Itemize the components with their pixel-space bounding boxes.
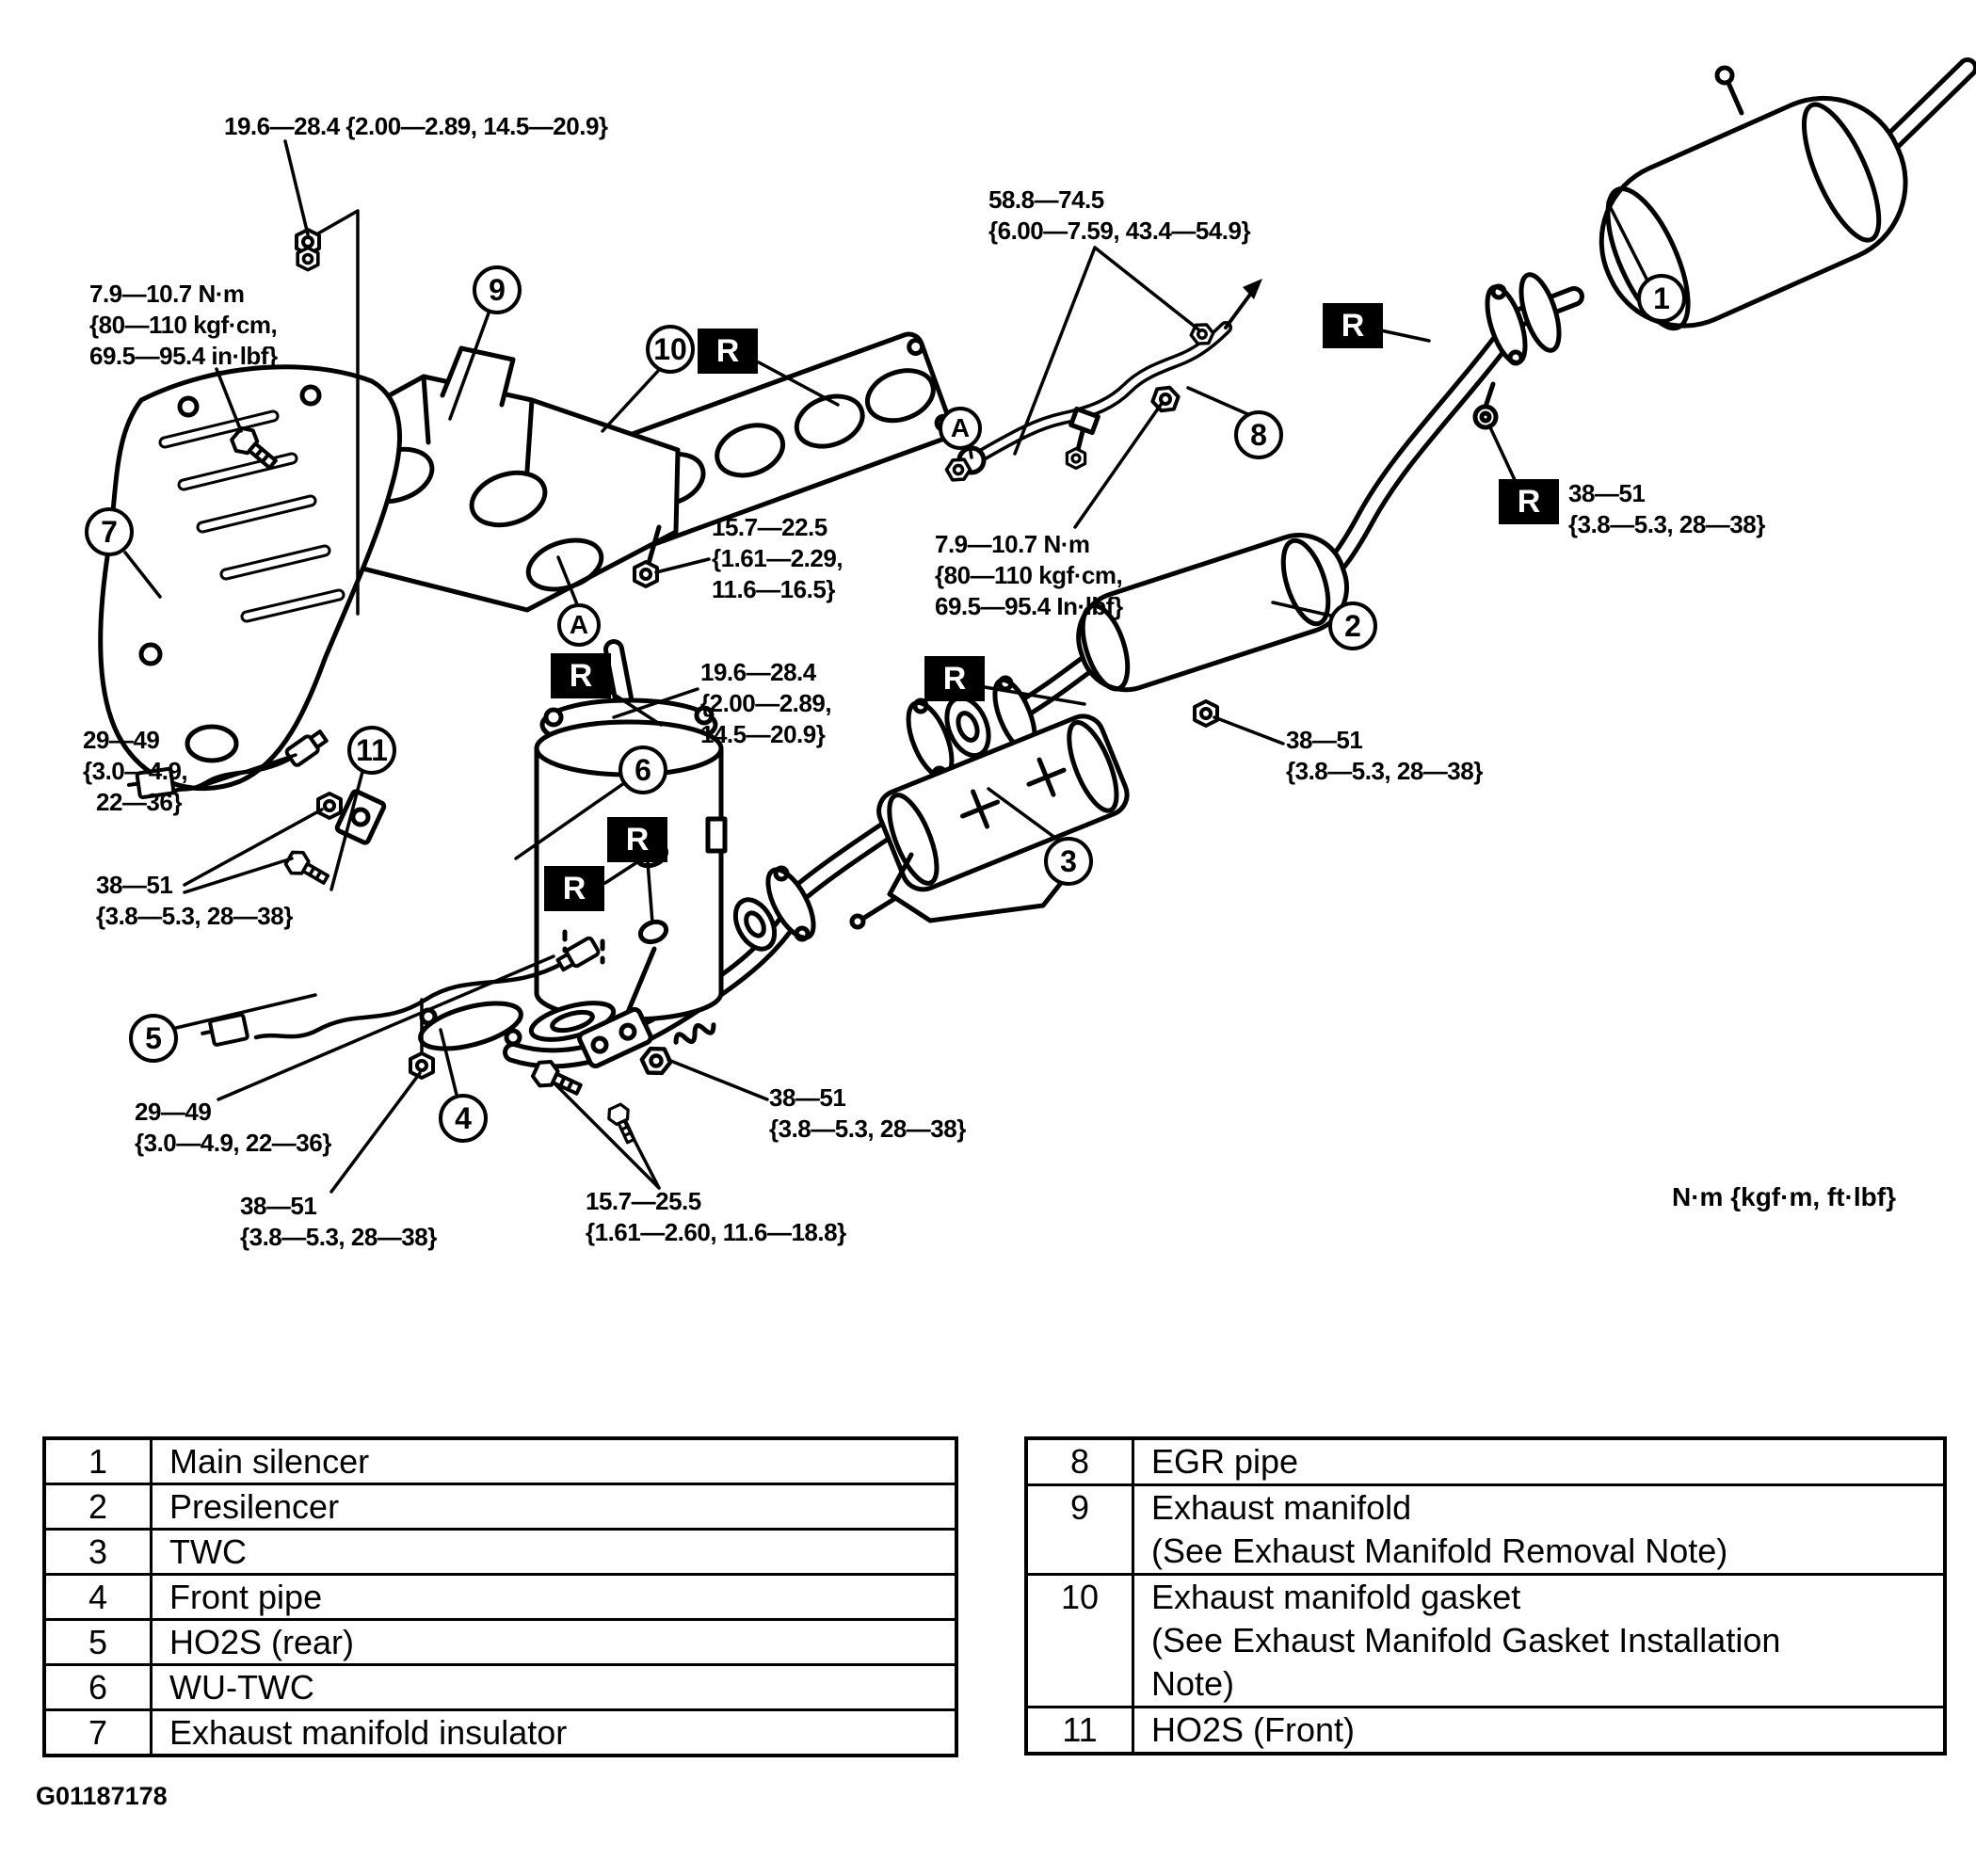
flow-arrow-icon xyxy=(1243,279,1262,299)
callout-6: 6 xyxy=(619,746,667,794)
main-silencer xyxy=(1475,68,1931,427)
callout-1: 1 xyxy=(1637,274,1686,323)
parts-table-left xyxy=(42,1436,958,1757)
callout-2: 2 xyxy=(1328,601,1377,650)
torque-label: 38—51 {3.8—5.3, 28—38} xyxy=(1286,726,1483,785)
torque-label: 38—51 {3.8—5.3, 28—38} xyxy=(769,1083,966,1143)
table-row: 6 WU-TWC xyxy=(46,1663,955,1708)
callout-9: 9 xyxy=(473,265,522,314)
table-row: 8 EGR pipe xyxy=(1028,1440,1943,1483)
table-row: 10 Exhaust manifold gasket (See Exhaust Manifold Gasket Installation Note) xyxy=(1028,1573,1943,1706)
replace-marker: R xyxy=(607,817,667,862)
figure-id: G01187178 xyxy=(36,1782,168,1810)
torque-label: 15.7—25.5 {1.61—2.60, 11.6—18.8} xyxy=(586,1187,846,1246)
torque-label: 19.6—28.4 {2.00—2.89, 14.5—20.9} xyxy=(700,658,832,748)
replace-marker: R xyxy=(544,866,604,911)
torque-label: 7.9—10.7 N·m {80—110 kgf·cm, 69.5—95.4 in·lbf} xyxy=(89,280,278,370)
table-row: 11 HO2S (Front) xyxy=(1028,1706,1943,1752)
torque-label: 7.9—10.7 N·m {80—110 kgf·cm, 69.5—95.4 In·lbf} xyxy=(935,530,1123,620)
ref-letter-a: A xyxy=(557,603,601,647)
callout-10: 10 xyxy=(646,325,695,374)
replace-marker: R xyxy=(1323,303,1383,348)
table-row: 4 Front pipe xyxy=(46,1573,955,1618)
callout-11: 11 xyxy=(347,726,396,775)
table-note: (See Exhaust Manifold Removal Note) xyxy=(1151,1531,1728,1570)
replace-marker: R xyxy=(924,656,985,701)
torque-label: 19.6—28.4 {2.00—2.89, 14.5—20.9} xyxy=(224,112,608,140)
callout-7: 7 xyxy=(85,507,134,556)
table-row: 7 Exhaust manifold insulator xyxy=(46,1708,955,1754)
table-row: 2 Presilencer xyxy=(46,1483,955,1528)
parts-table-right xyxy=(1024,1436,1947,1756)
callout-4: 4 xyxy=(439,1094,488,1143)
table-row: 3 TWC xyxy=(46,1528,955,1573)
replace-marker: R xyxy=(698,329,758,374)
replace-marker: R xyxy=(1499,479,1559,524)
torque-label: 38—51 {3.8—5.3, 28—38} xyxy=(1568,479,1765,538)
leader-lines xyxy=(125,141,1649,1192)
table-note: (See Exhaust Manifold Gasket Installation xyxy=(1151,1621,1781,1660)
callout-3: 3 xyxy=(1044,837,1093,886)
torque-label: 29—49 {3.0—4.9, 22—36} xyxy=(83,726,188,816)
table-row: 1 Main silencer xyxy=(46,1440,955,1483)
torque-label: 15.7—22.5 {1.61—2.29, 11.6—16.5} xyxy=(712,513,843,603)
callout-5: 5 xyxy=(129,1014,178,1063)
torque-label: 38—51 {3.8—5.3, 28—38} xyxy=(240,1192,437,1251)
replace-marker: R xyxy=(551,653,611,698)
torque-label: 38—51 {3.8—5.3, 28—38} xyxy=(96,871,293,930)
torque-label: 29—49 {3.0—4.9, 22—36} xyxy=(135,1098,331,1157)
units-note: N·m {kgf·m, ft·lbf} xyxy=(1672,1182,1896,1211)
egr-pipe xyxy=(944,279,1262,485)
ref-letter-a: A xyxy=(939,407,982,450)
callout-8: 8 xyxy=(1234,410,1283,459)
table-note: Note) xyxy=(1151,1664,1235,1703)
table-row: 5 HO2S (rear) xyxy=(46,1618,955,1663)
table-row: 9 Exhaust manifold (See Exhaust Manifold Removal Note) xyxy=(1028,1483,1943,1573)
torque-label: 58.8—74.5 {6.00—7.59, 43.4—54.9} xyxy=(988,185,1251,245)
